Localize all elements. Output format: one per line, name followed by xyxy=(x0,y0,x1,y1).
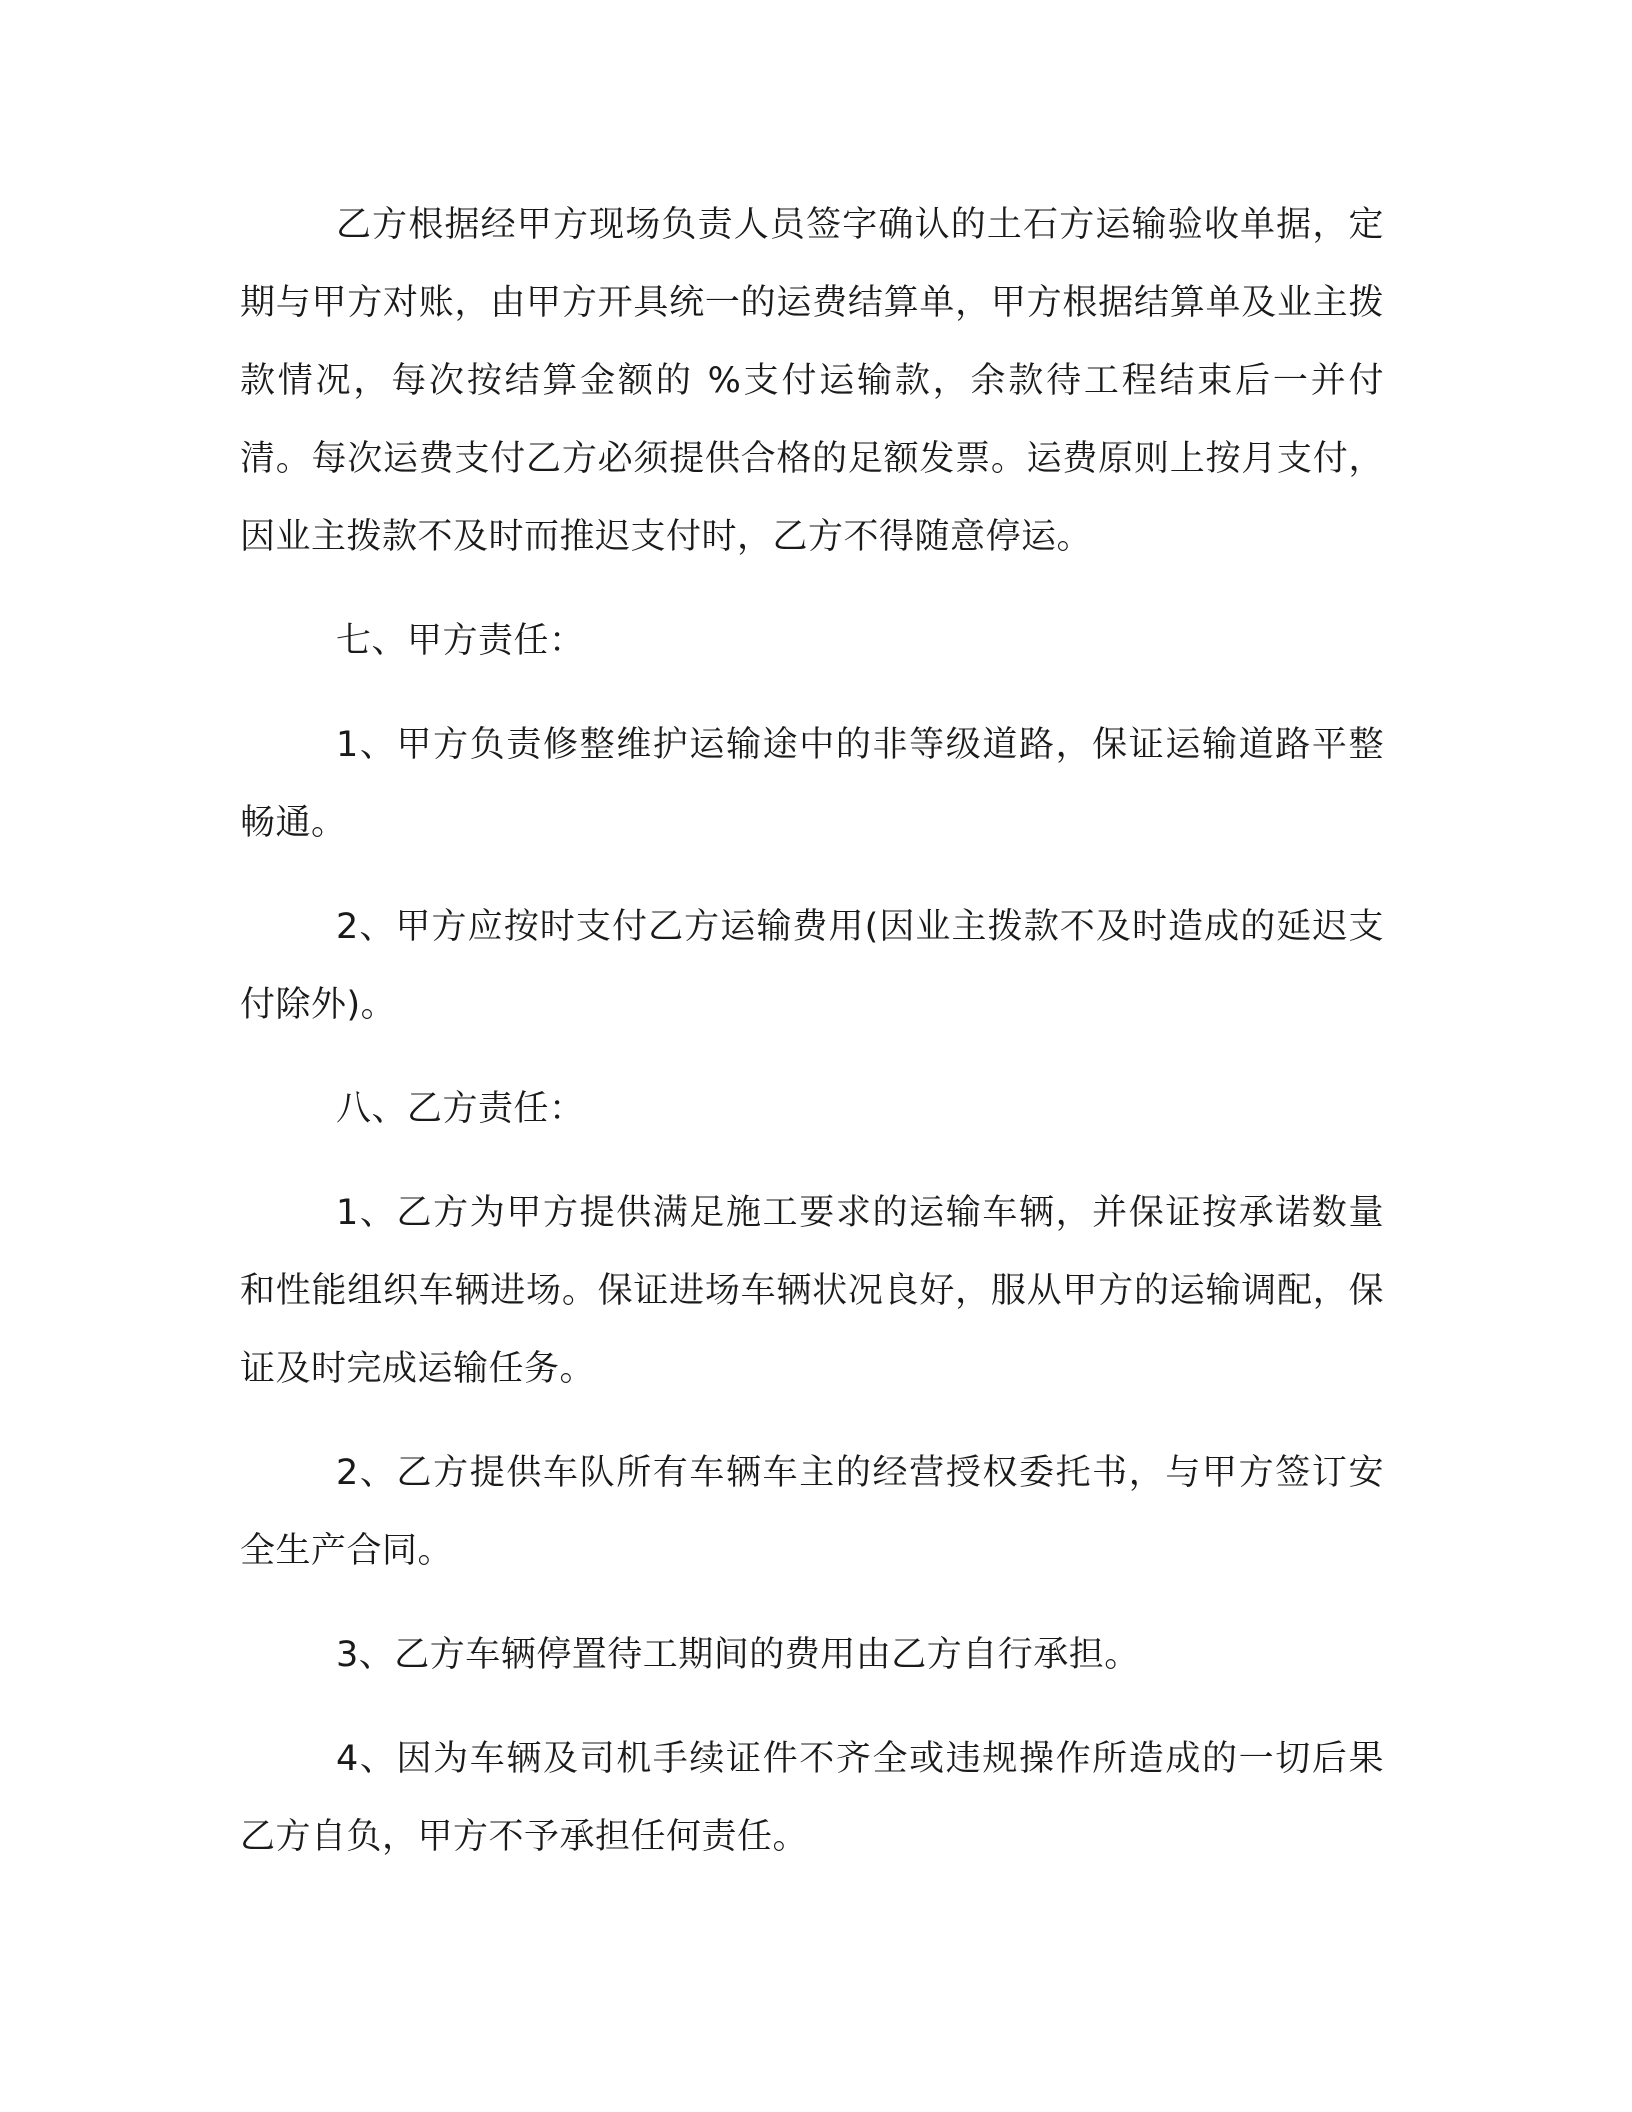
party-b-clause-2: 2、乙方提供车队所有车辆车主的经营授权委托书，与甲方签订安全生产合同。 xyxy=(240,1453,1384,1571)
section-heading-party-a: 七、甲方责任： xyxy=(336,621,585,661)
document-body xyxy=(240,186,1384,1876)
payment-terms-paragraph: 乙方根据经甲方现场负责人员签字确认的土石方运输验收单据，定期与甲方对账，由甲方开具统一的运费结算单，甲方根据结算单及业主拨款情况，每次按结算金额的 %支付运输款，余款待工程结束后一并付清。每次运费支付乙方必须提供合格的足额发票。运费原则上按月支付，因业主拨款不及时而推迟支付时，乙方不得随意停运。 xyxy=(240,205,1384,557)
party-a-clause-1: 1、甲方负责修整维护运输途中的非等级道路，保证运输道路平整畅通。 xyxy=(240,725,1384,843)
party-b-clause-4: 4、因为车辆及司机手续证件不齐全或违规操作所造成的一切后果乙方自负，甲方不予承担任何责任。 xyxy=(240,1739,1384,1857)
party-b-clause-1: 1、乙方为甲方提供满足施工要求的运输车辆，并保证按承诺数量和性能组织车辆进场。保证进场车辆状况良好，服从甲方的运输调配，保证及时完成运输任务。 xyxy=(240,1193,1384,1389)
section-heading-party-b: 八、乙方责任： xyxy=(336,1089,585,1129)
party-a-clause-2: 2、甲方应按时支付乙方运输费用(因业主拨款不及时造成的延迟支付除外)。 xyxy=(240,907,1384,1025)
party-b-clause-3: 3、乙方车辆停置待工期间的费用由乙方自行承担。 xyxy=(336,1635,1140,1675)
